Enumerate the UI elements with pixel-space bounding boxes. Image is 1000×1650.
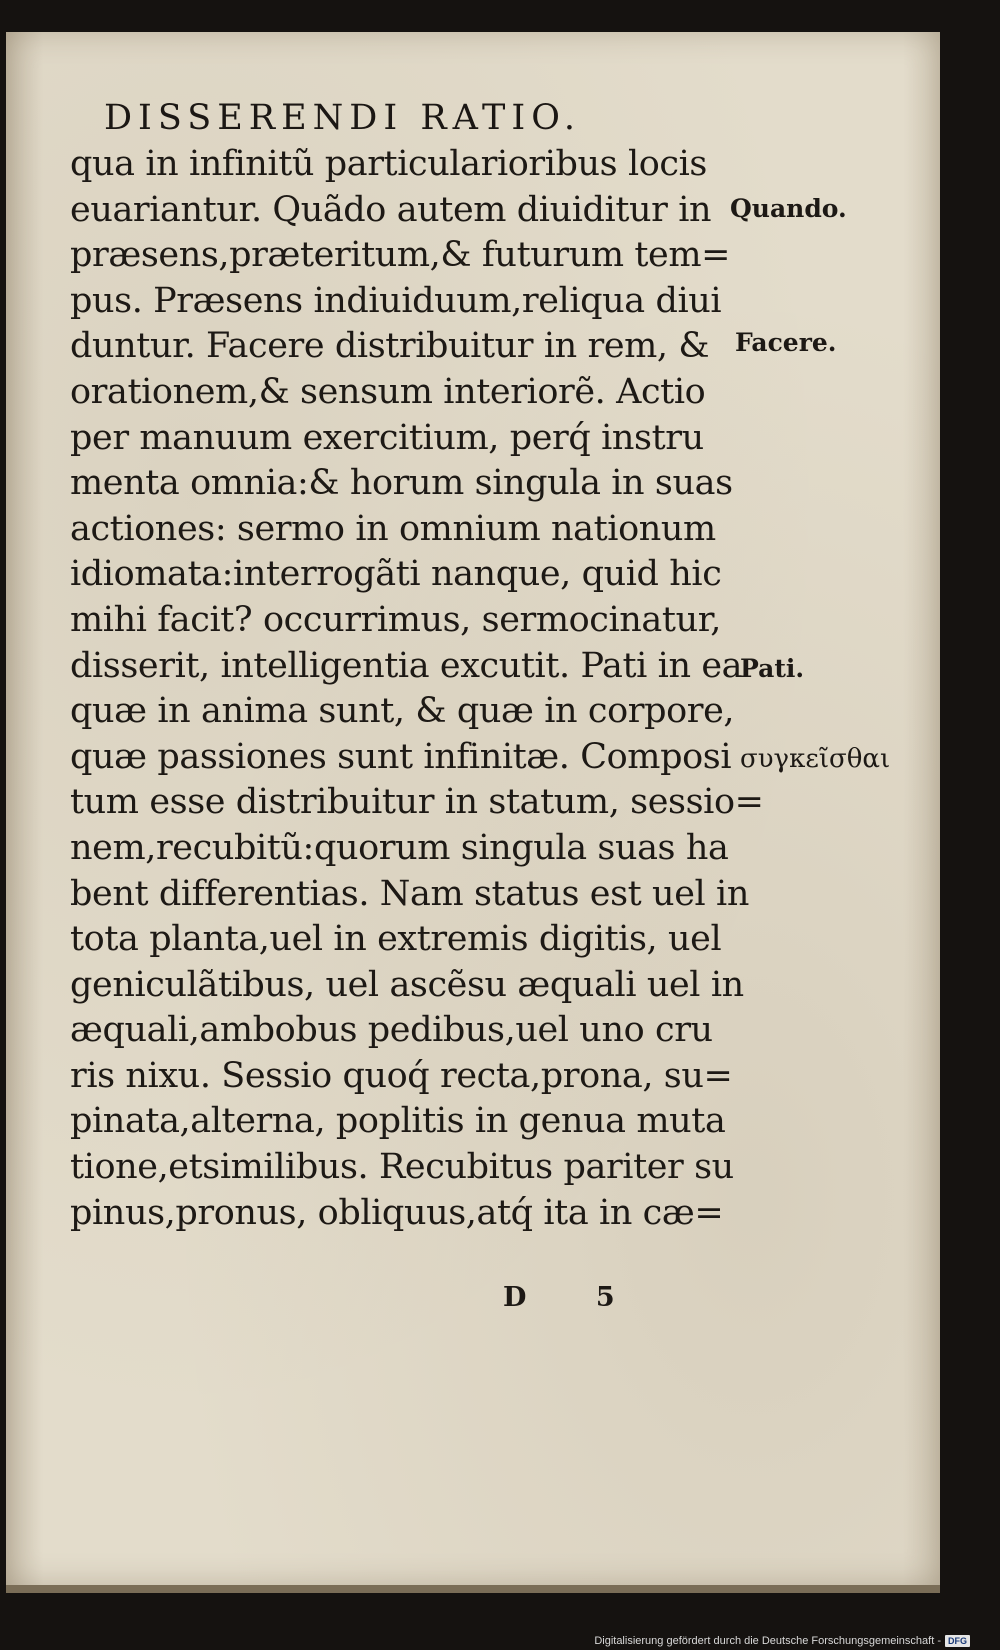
text-line: euariantur. Quãdo autem diuiditur in: [70, 189, 712, 230]
digitization-footer: [594, 1635, 970, 1647]
text-line: ris nixu. Sessio quoq́ recta,prona, su=: [70, 1055, 733, 1096]
text-line: æquali,ambobus pedibus,uel uno cru: [70, 1010, 713, 1051]
text-line: quæ passiones sunt infinitæ. Composi: [70, 736, 732, 777]
text-line: menta omnia:& horum singula in suas: [70, 463, 733, 504]
text-line: tum esse distribuitur in statum, sessio=: [70, 782, 764, 823]
dfg-logo: DFG: [945, 1635, 970, 1647]
text-line: quæ in anima sunt, & quæ in corpore,: [70, 691, 735, 732]
page-edge: [6, 1585, 940, 1593]
text-line: nem,recubitũ:quorum singula suas ha: [70, 827, 729, 868]
text-line: per manuum exercitium, perq́ instru: [70, 417, 704, 458]
text-line: pinata,alterna, poplitis in genua muta: [70, 1101, 726, 1142]
marginal-note-facere: Facere.: [735, 328, 837, 357]
text-line: pus. Præsens indiuiduum,reliqua diui: [70, 280, 722, 321]
body-text: [70, 142, 764, 1236]
text-line: tione,etsimilibus. Recubitus pariter su: [70, 1147, 734, 1188]
text-line: idiomata:interrogãti nanque, quid hic: [70, 554, 722, 595]
text-line: pinus,pronus, obliquus,atq́ ita in cæ=: [70, 1192, 724, 1233]
signature-mark: D 5: [503, 1282, 645, 1313]
text-line: tota planta,uel in extremis digitis, uel: [70, 919, 722, 960]
marginal-note-greek: συγκεῖσθαι: [740, 744, 891, 774]
text-line: mihi facit? occurrimus, sermocinatur,: [70, 599, 721, 640]
text-line: præsens,præteritum,& futurum tem=: [70, 235, 731, 276]
text-line: duntur. Facere distribuitur in rem, &: [70, 326, 710, 367]
text-line: geniculãtibus, uel ascẽsu æquali uel in: [70, 964, 744, 1005]
marginal-note-pati: Pati.: [740, 654, 805, 683]
text-line: disserit, intelligentia excutit. Pati in ea: [70, 645, 743, 686]
text-line: qua in infinitũ particularioribus locis: [70, 144, 707, 184]
marginal-note-quando: Quando.: [730, 194, 847, 223]
running-head: DISSERENDI RATIO.: [104, 98, 581, 138]
text-line: orationem,& sensum interiorẽ. Actio: [70, 371, 706, 412]
text-line: actiones: sermo in omnium nationum: [70, 508, 716, 549]
footer-text: Digitalisierung gefördert durch die Deutsche Forschungsgemeinschaft -: [594, 1635, 941, 1647]
text-line: bent differentias. Nam status est uel in: [70, 873, 749, 914]
